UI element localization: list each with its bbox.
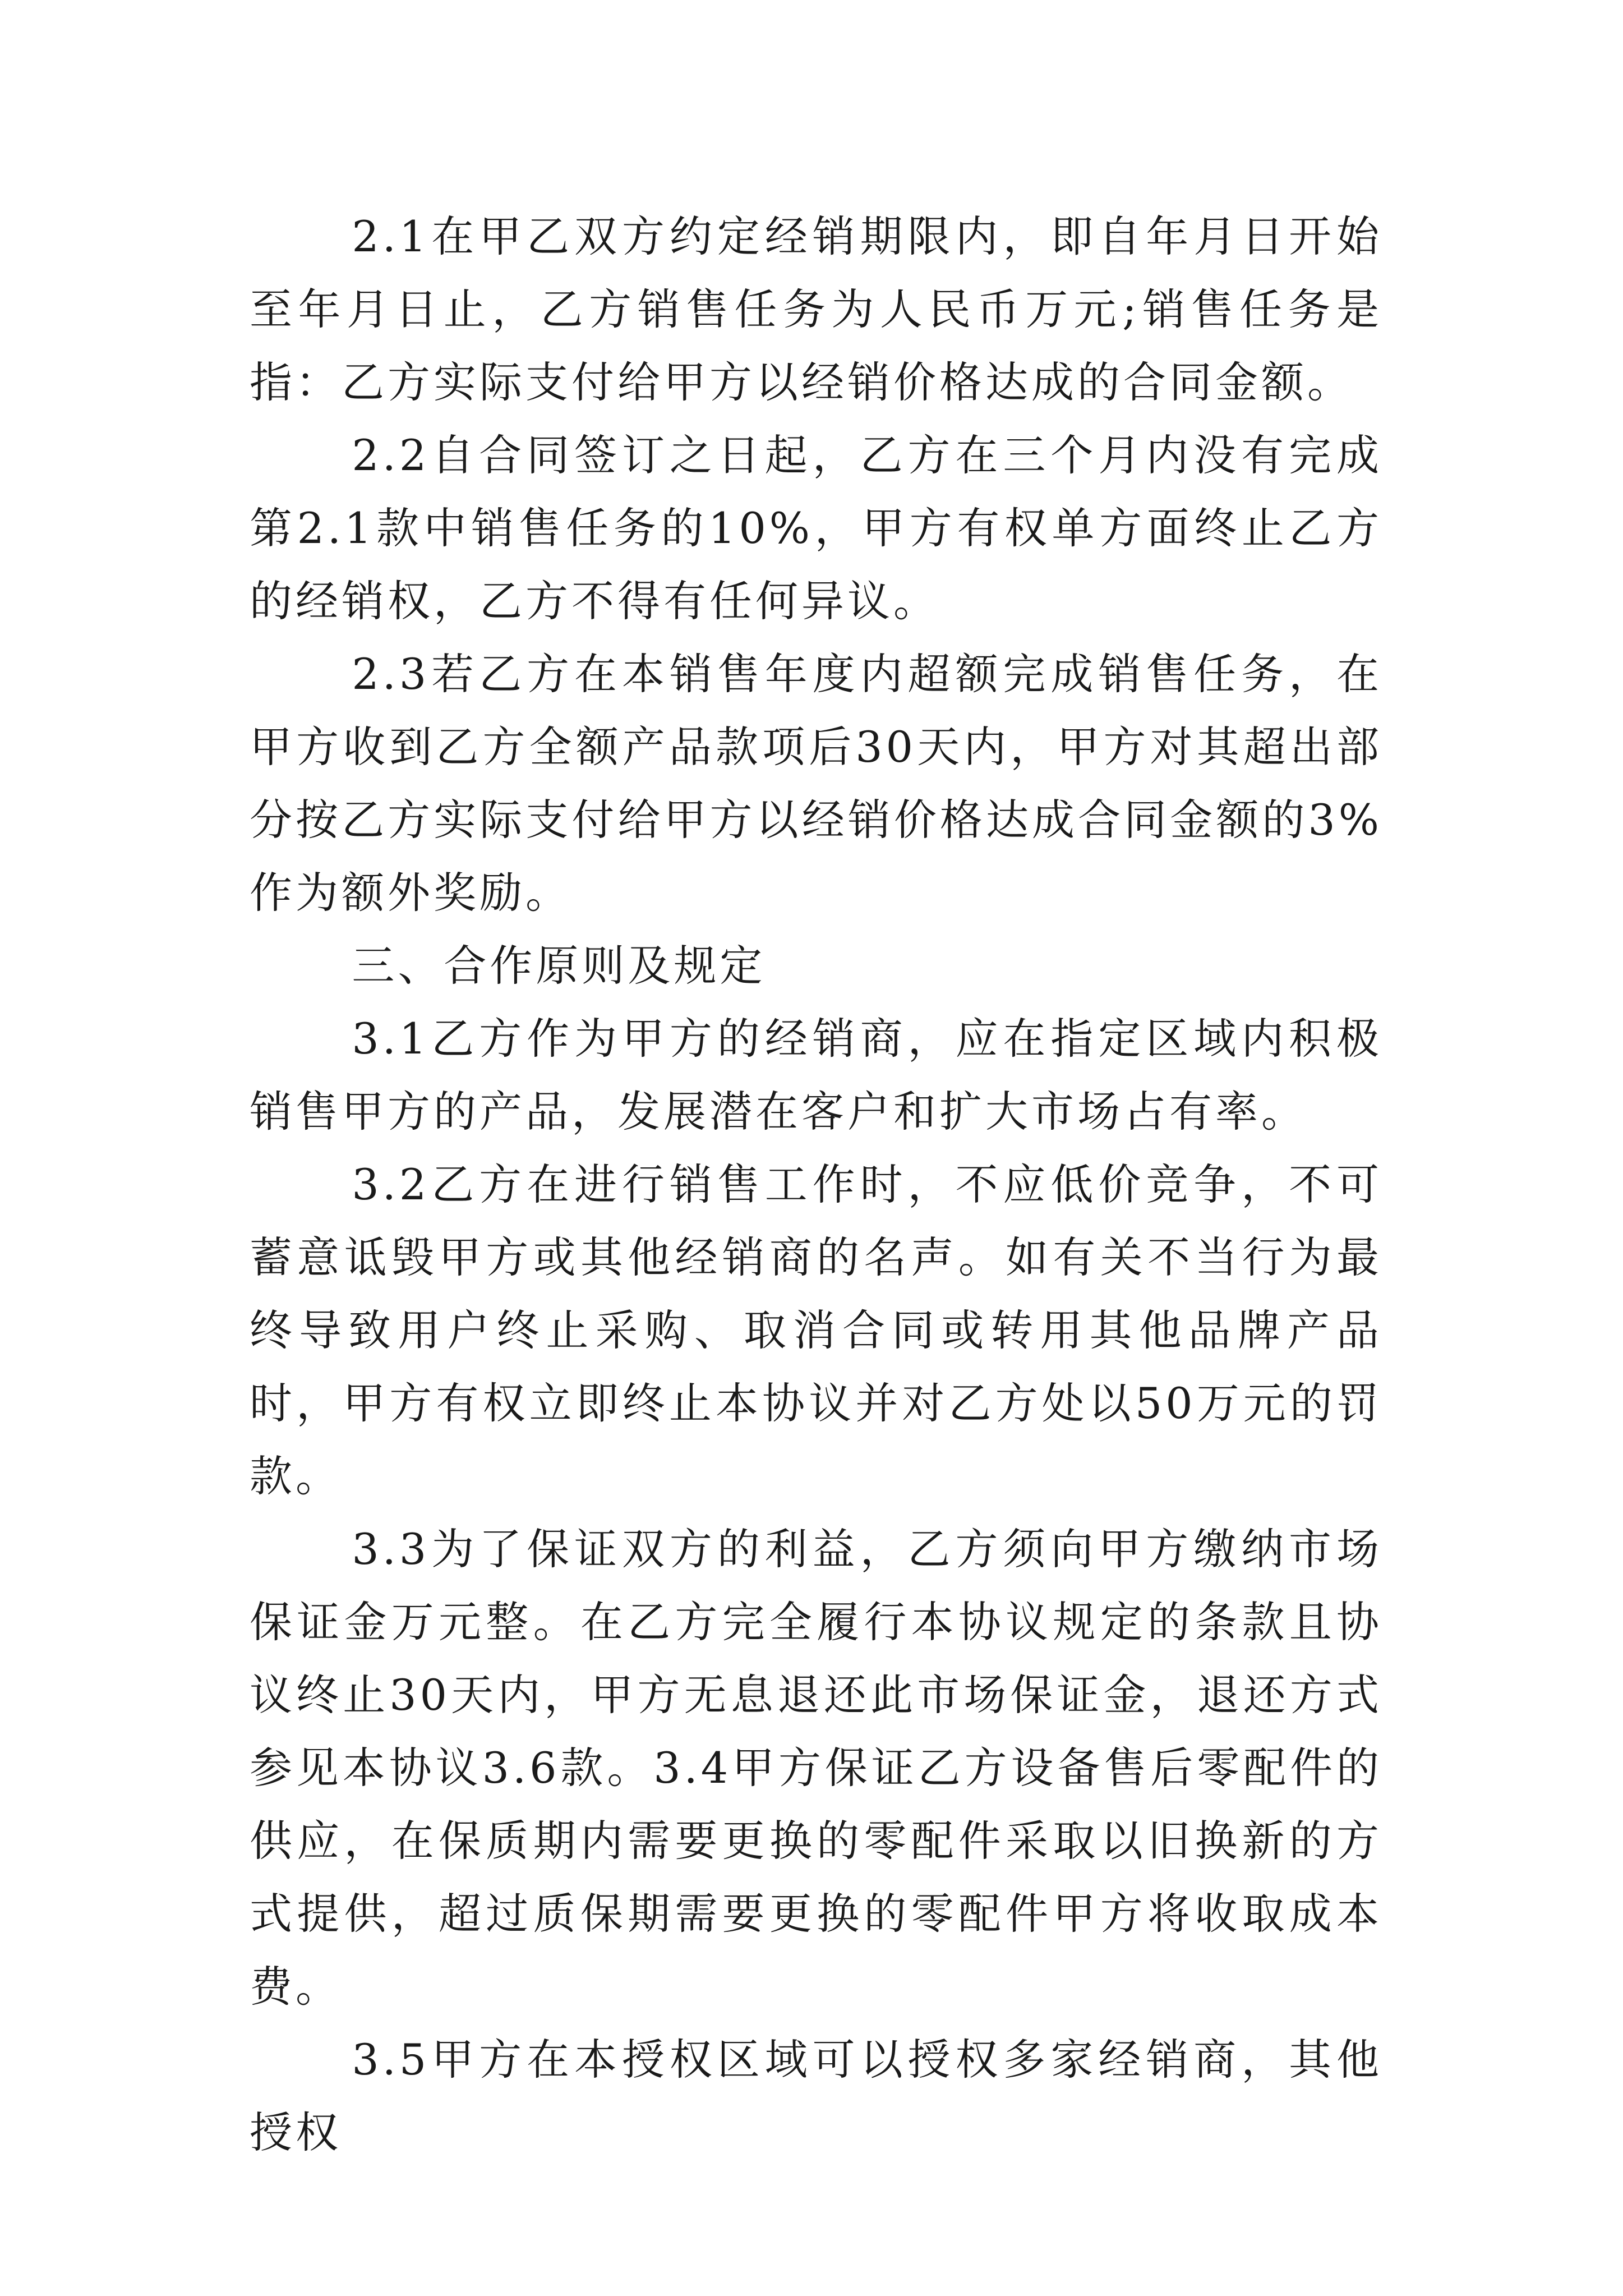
paragraph-3-3: 3.3为了保证双方的利益，乙方须向甲方缴纳市场保证金万元整。在乙方完全履行本协议规定的条款且协议终止30天内，甲方无息退还此市场保证金，退还方式参见本协议3.6款。3.4甲方保证乙方设备售后零配件的供应，在保质期内需要更换的零配件采取以旧换新的方式提供，超过质保期需要更换的零配件甲方将收取成本费。 <box>250 1524 1382 2012</box>
paragraph-3-1: 3.1乙方作为甲方的经销商，应在指定区域内积极销售甲方的产品，发展潜在客户和扩大市场占有率。 <box>250 1014 1382 1137</box>
section-heading-3: 三、合作原则及规定 <box>352 941 766 991</box>
paragraph-3-2: 3.2乙方在进行销售工作时，不应低价竞争，不可蓄意诋毁甲方或其他经销商的名声。如有关不当行为最终导致用户终止采购、取消合同或转用其他品牌产品时，甲方有权立即终止本协议并对乙方处以50万元的罚款。 <box>250 1159 1382 1501</box>
paragraph-3-5: 3.5甲方在本授权区域可以授权多家经销商，其他授权 <box>250 2035 1382 2157</box>
paragraph-2-2: 2.2自合同签订之日起，乙方在三个月内没有完成第2.1款中销售任务的10%，甲方有权单方面终止乙方的经销权，乙方不得有任何异议。 <box>250 430 1382 626</box>
document-body <box>250 200 1382 2169</box>
paragraph-2-3: 2.3若乙方在本销售年度内超额完成销售任务，在甲方收到乙方全额产品款项后30天内，甲方对其超出部分按乙方实际支付给甲方以经销价格达成合同金额的3%作为额外奖励。 <box>250 649 1382 918</box>
paragraph-2-1: 2.1在甲乙双方约定经销期限内，即自年月日开始至年月日止，乙方销售任务为人民币万元;销售任务是指：乙方实际支付给甲方以经销价格达成的合同金额。 <box>250 211 1382 407</box>
